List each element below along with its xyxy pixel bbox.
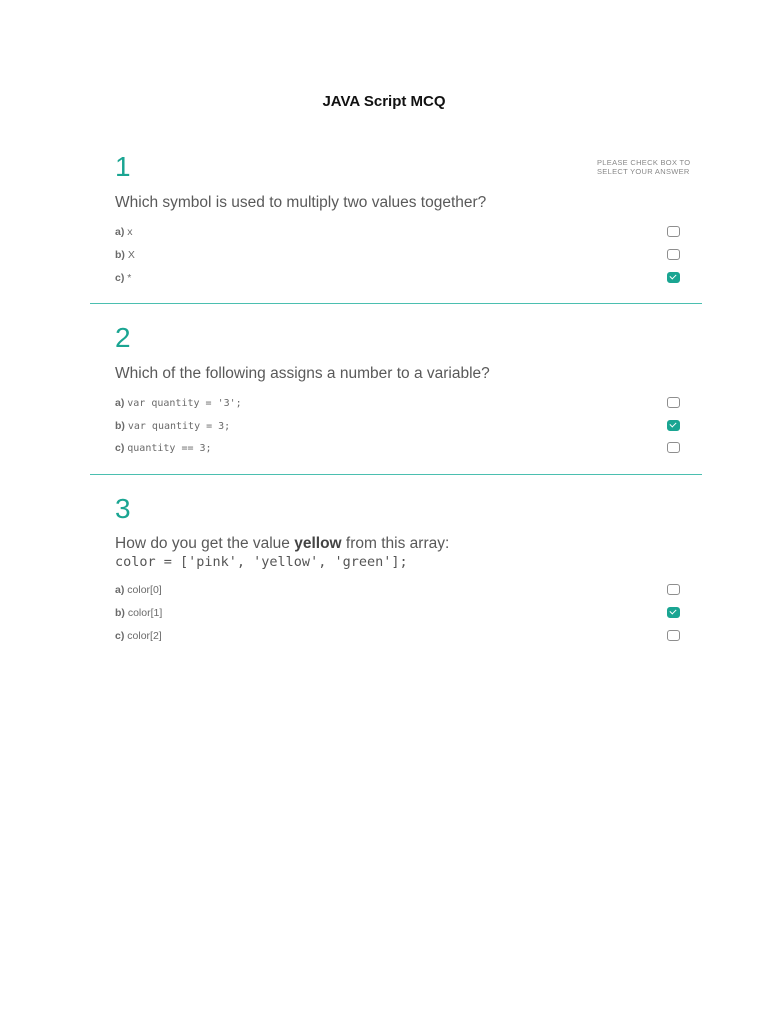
answer-checkbox[interactable]: [667, 630, 680, 641]
option-text: X: [127, 249, 135, 261]
option-c[interactable]: [115, 270, 655, 286]
question-text-end: from this array:: [341, 535, 450, 552]
answer-checkbox[interactable]: [667, 442, 680, 453]
option-letter: a): [115, 226, 125, 238]
question-text-highlight: yellow: [294, 535, 342, 552]
question-text: Which of the following assigns a number to a variable?: [115, 365, 490, 382]
option-text: color[0]: [127, 584, 162, 596]
option-c[interactable]: [115, 628, 655, 644]
option-c[interactable]: [115, 440, 655, 456]
option-text: x: [127, 226, 133, 238]
question-3: [90, 494, 702, 654]
option-b[interactable]: [115, 605, 655, 621]
option-letter: c): [115, 272, 125, 284]
option-letter: c): [115, 442, 125, 454]
option-b[interactable]: [115, 247, 655, 263]
option-letter: a): [115, 397, 125, 409]
answer-checkbox[interactable]: [667, 249, 680, 260]
option-letter: b): [115, 420, 125, 432]
option-a[interactable]: [115, 224, 655, 240]
answer-checkbox[interactable]: [667, 420, 680, 431]
option-text: var quantity = '3';: [127, 398, 242, 409]
section-divider: [90, 474, 702, 475]
question-1: [90, 152, 702, 312]
array-code: color = ['pink', 'yellow', 'green'];: [115, 554, 408, 570]
option-text: color[1]: [127, 607, 163, 619]
section-divider: [90, 303, 702, 304]
option-letter: b): [115, 249, 125, 261]
page-title: JAVA Script MCQ: [322, 93, 446, 110]
option-a[interactable]: [115, 582, 655, 598]
question-number: 1: [115, 151, 131, 182]
option-text: color[2]: [127, 630, 162, 642]
answer-checkbox[interactable]: [667, 226, 680, 237]
instruction-line-1: PLEASE CHECK BOX TO: [597, 158, 691, 167]
question-text: [115, 535, 675, 553]
answer-checkbox[interactable]: [667, 397, 680, 408]
option-letter: b): [115, 607, 125, 619]
answer-checkbox[interactable]: [667, 584, 680, 595]
option-b[interactable]: [115, 418, 655, 434]
question-text-start: How do you get the value: [115, 535, 295, 552]
instruction-line-2: SELECT YOUR ANSWER: [597, 167, 690, 176]
answer-checkbox[interactable]: [667, 272, 680, 283]
answer-checkbox[interactable]: [667, 607, 680, 618]
option-letter: a): [115, 584, 125, 596]
question-text: Which symbol is used to multiply two values together?: [115, 194, 487, 211]
question-2: [90, 323, 702, 483]
option-text: *: [127, 272, 132, 284]
option-letter: c): [115, 630, 125, 642]
option-text: var quantity = 3;: [127, 421, 231, 432]
option-a[interactable]: [115, 395, 655, 411]
question-number: 3: [115, 493, 131, 524]
question-number: 2: [115, 322, 131, 353]
option-text: quantity == 3;: [127, 443, 212, 454]
